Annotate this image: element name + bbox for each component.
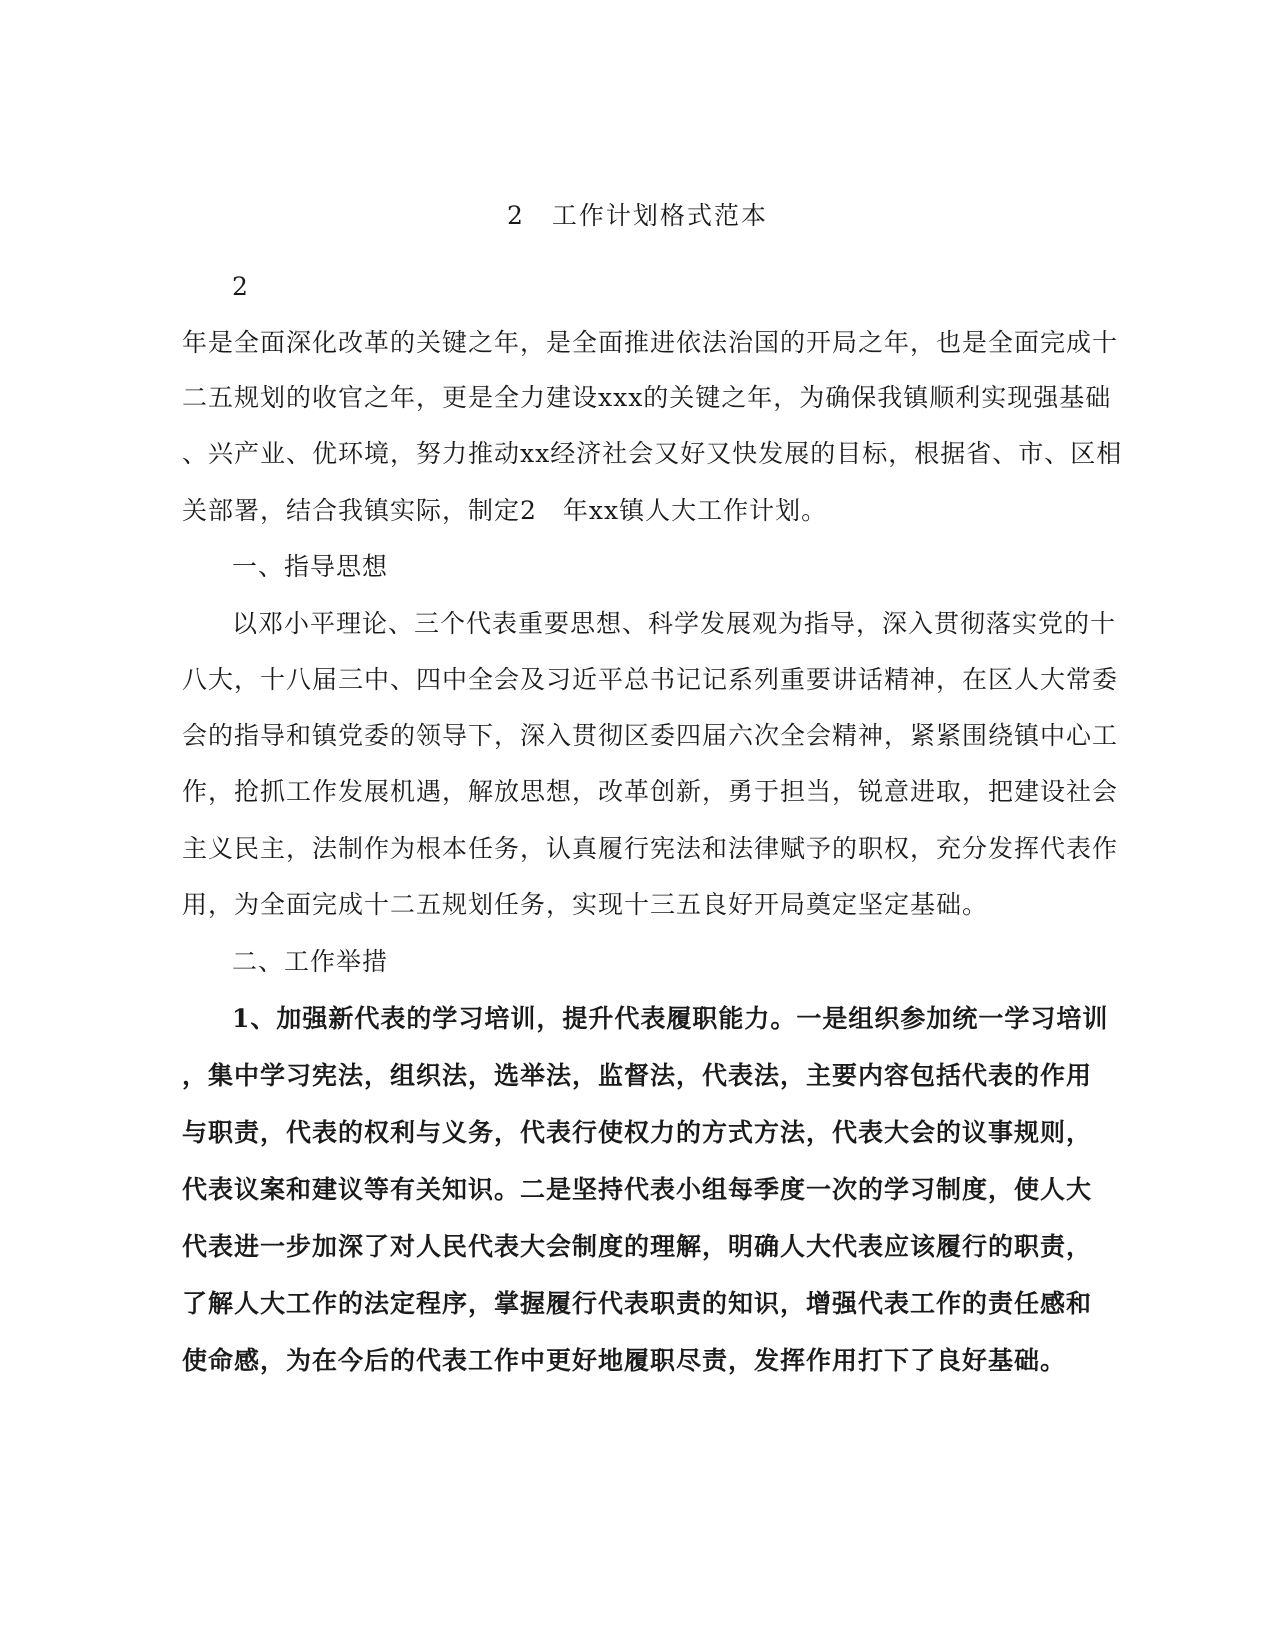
section1-line-5: 主义民主，法制作为根本任务，认真履行宪法和法律赋予的职权，充分发挥代表作 <box>182 834 1119 863</box>
intro-line-3: 、兴产业、优环境，努力推动xx经济社会又好又快发展的目标，根据省、市、区相 <box>182 439 1123 468</box>
section2-item1-line-6: 了解人大工作的法定程序，掌握履行代表职责的知识，增强代表工作的责任感和 <box>182 1289 1093 1318</box>
section1-line-1: 以邓小平理论、三个代表重要思想、科学发展观为指导，深入贯彻落实党的十 <box>232 609 1117 638</box>
intro-line-2: 二五规划的收官之年，更是全力建设xxx的关键之年，为确保我镇顺利实现强基础 <box>182 383 1112 412</box>
section2-item1-line-5: 代表进一步加深了对人民代表大会制度的理解，明确人大代表应该履行的职责， <box>182 1232 1093 1261</box>
intro-line-4: 关部署，结合我镇实际，制定2 年xx镇人大工作计划。 <box>182 496 828 525</box>
section1-line-2: 八大，十八届三中、四中全会及习近平总书记记系列重要讲话精神，在区人大常委 <box>182 665 1119 694</box>
section1-line-3: 会的指导和镇党委的领导下，深入贯彻区委四届六次全会精神，紧紧围绕镇中心工 <box>182 721 1119 750</box>
document-title: 2 工作计划格式范本 <box>507 201 768 230</box>
year-marker: 2 <box>232 272 249 301</box>
section1-line-4: 作，抢抓工作发展机遇，解放思想，改革创新，勇于担当，锐意进取，把建设社会 <box>182 777 1119 806</box>
section1-line-6: 用，为全面完成十二五规划任务，实现十三五良好开局奠定坚定基础。 <box>182 890 989 919</box>
section2-item1-line-4: 代表议案和建议等有关知识。二是坚持代表小组每季度一次的学习制度，使人大 <box>182 1175 1093 1204</box>
section2-heading: 二、工作举措 <box>232 947 389 976</box>
intro-line-1: 年是全面深化改革的关键之年，是全面推进依法治国的开局之年，也是全面完成十 <box>182 328 1119 357</box>
section2-item1-line-1: 1、加强新代表的学习培训，提升代表履职能力。一是组织参加统一学习培训 <box>232 1004 1109 1033</box>
section2-item1-line-2: ，集中学习宪法，组织法，选举法，监督法，代表法，主要内容包括代表的作用 <box>182 1061 1093 1090</box>
section2-item1-line-3: 与职责，代表的权利与义务，代表行使权力的方式方法，代表大会的议事规则， <box>182 1118 1093 1147</box>
section1-heading: 一、指导思想 <box>232 552 389 581</box>
section2-item1-line-7: 使命感，为在今后的代表工作中更好地履职尽责，发挥作用打下了良好基础。 <box>182 1346 1067 1375</box>
